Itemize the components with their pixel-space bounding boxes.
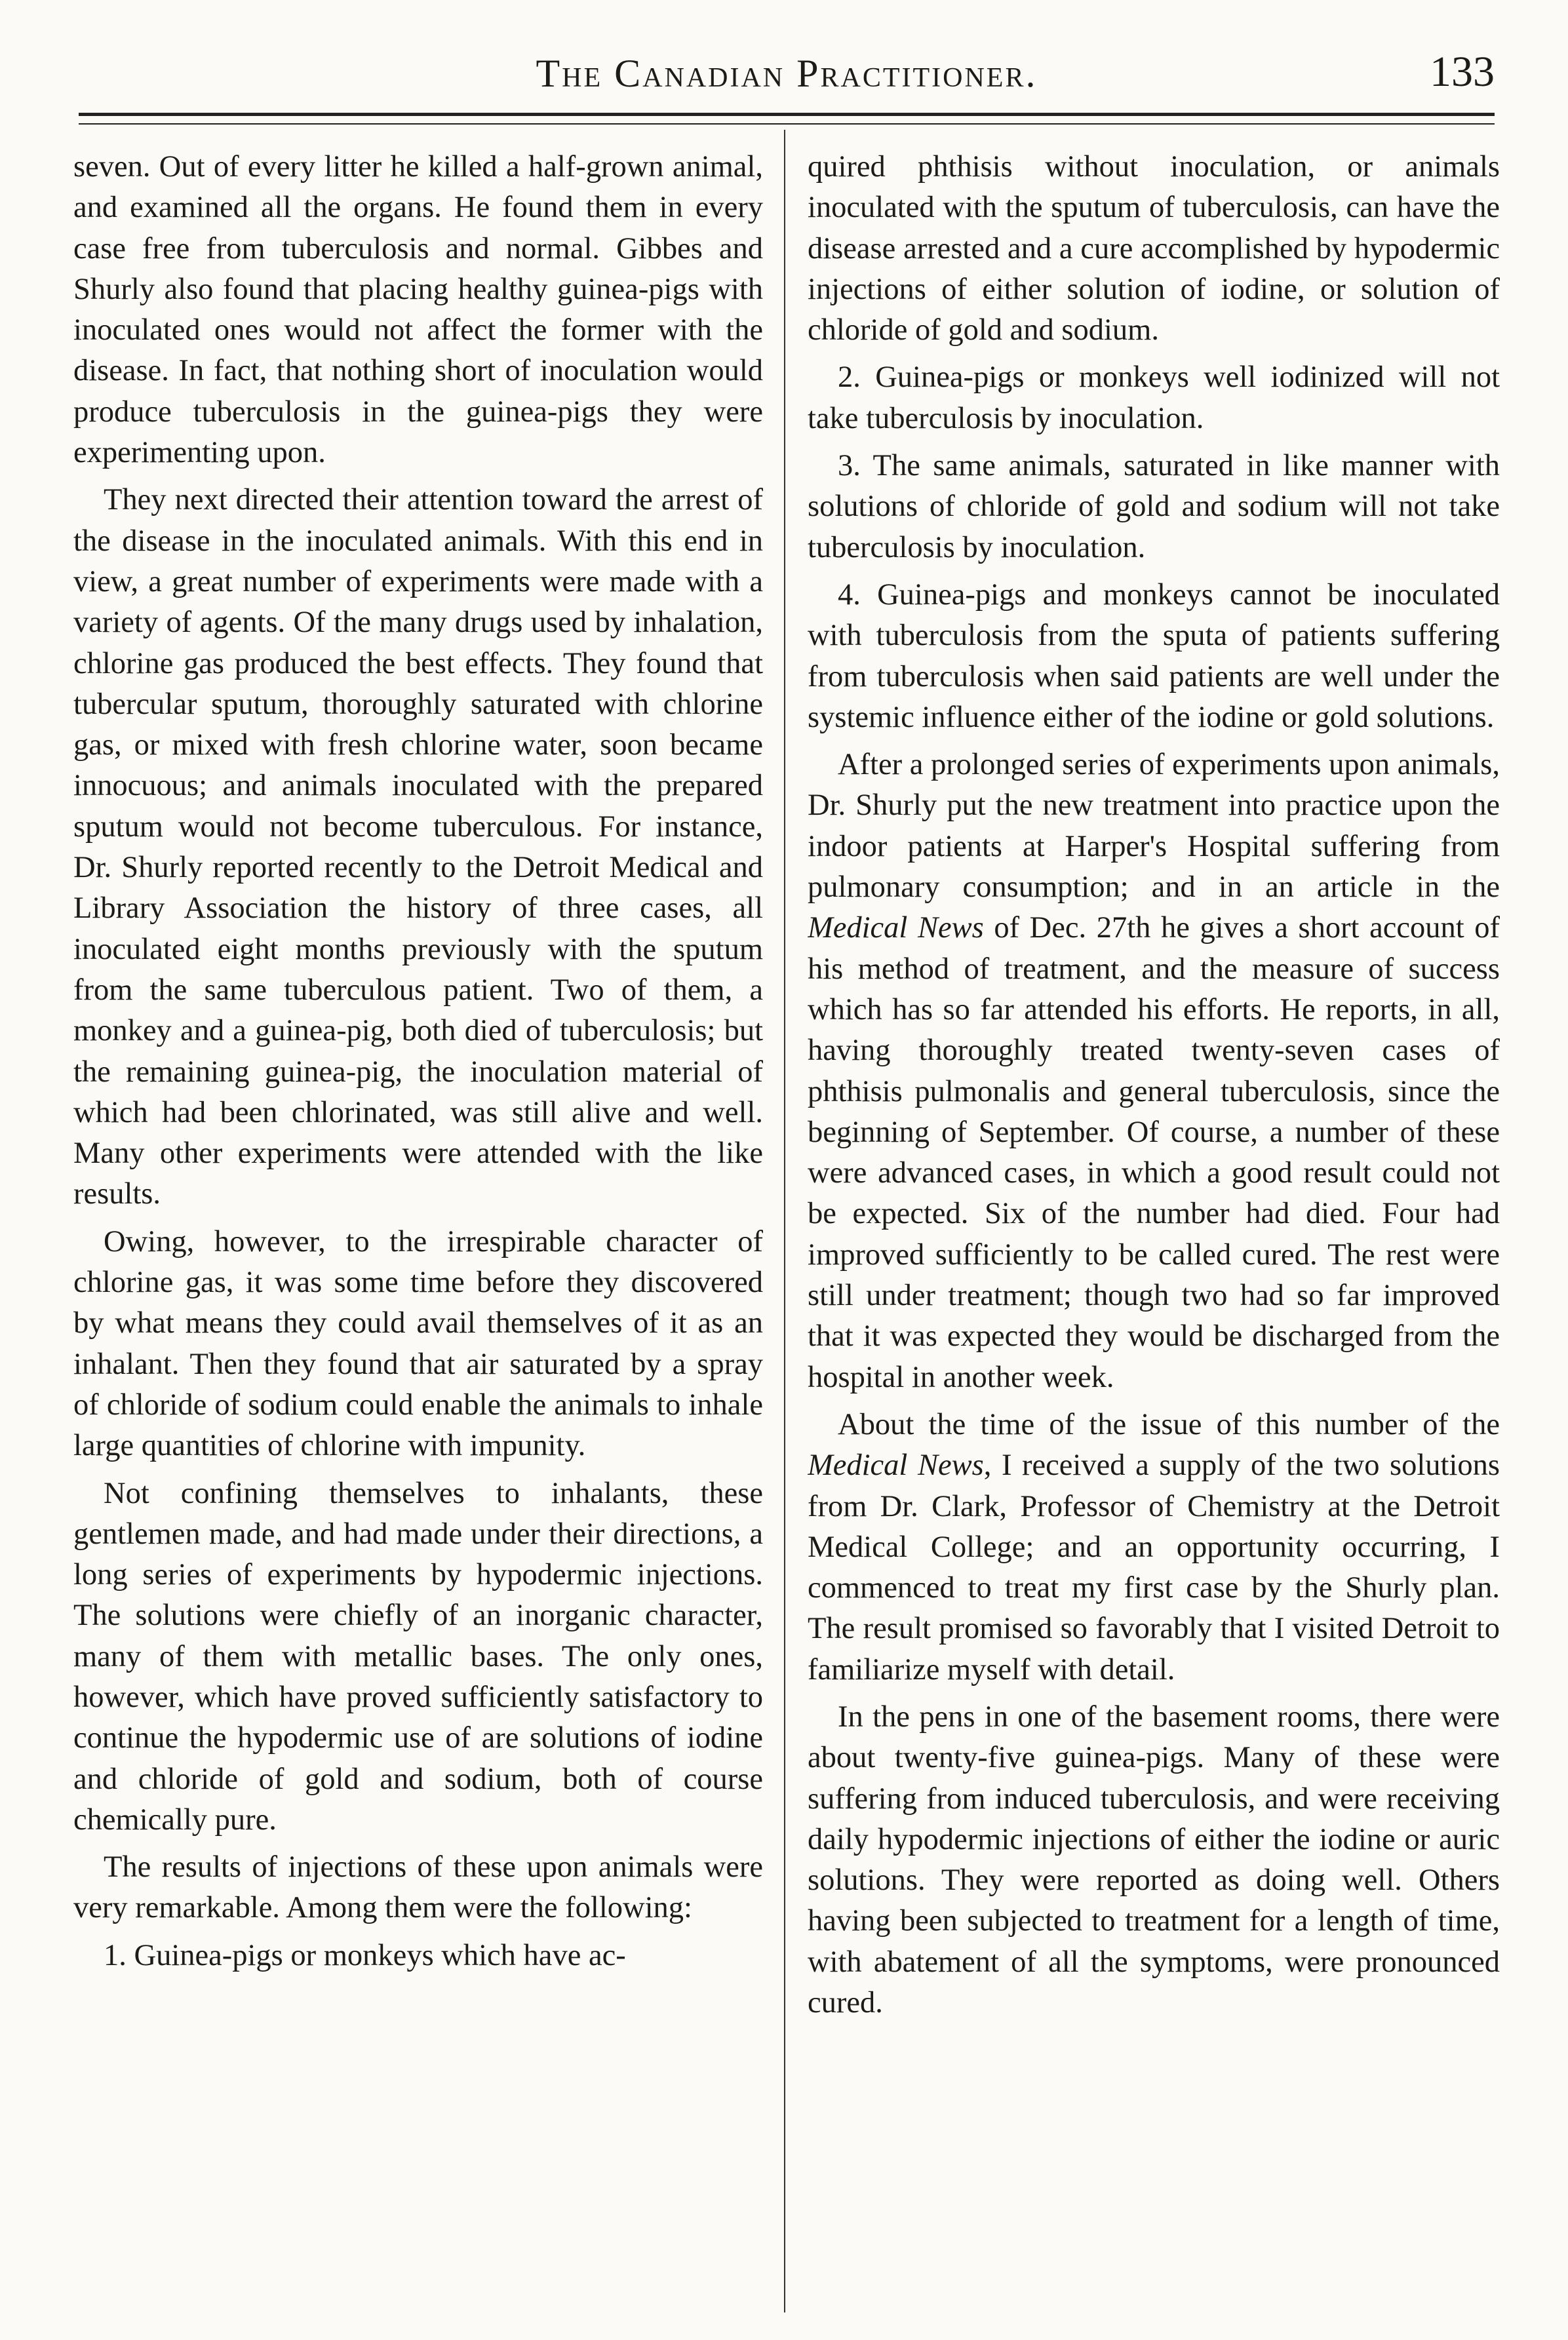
paragraph	[808, 1405, 1500, 1690]
paragraph-text: Six of the number had died. Four had improved sufficiently to be called cured. The rest were still under treatment; though two had so far improved that it was expected they would be discharged from the hospital in another week.	[808, 1197, 1500, 1394]
paragraph-text: , I received a supply of the two solutions from Dr. Clark, Professor of Chemistry at the Detroit Medical College; and an opportunity occurring, I commenced to treat my first case by the Shurly plan. The result promised so favorably that I visited Detroit to familiarize myself with detail.	[808, 1449, 1500, 1687]
header-rule-thick	[79, 113, 1495, 116]
journal-title: Medical News	[808, 911, 984, 945]
paragraph: They next directed their attention toward the arrest of the disease in the inoculated animals. With this end in view, a great number of experiments were made with a variety of agents. Of the many drugs used by inhalation, chlorine gas produced the best effects. They found that tubercular sputum, thoroughly saturated with chlorine gas, or mixed with fresh chlorine water, soon became innocuous; and animals inoculated with the prepared sputum would not become tuberculous. For instance, Dr. Shurly reported recently to the Detroit Medical and Library Association the history of three cases, all inoculated eight months previously with the sputum from the same tuberculous patient. Two of them, a monkey and a guinea-pig, both died of tuberculosis; but the remaining guinea-pig, the inoculation material of which had been chlorinated, was still alive and well. Many other experiments were attended with the like results.	[73, 483, 763, 1211]
numbered-item-3: 3. The same animals, saturated in like manner with solutions of chloride of gold and sodium will not take tuberculosis by inoculation.	[808, 449, 1500, 564]
left-column	[73, 147, 763, 2323]
paragraph-continued: quired phthisis without inoculation, or animals inoculated with the sputum of tuberculosis, can have the disease arrested and a cure accomplished by hypodermic injections of either solution of iodine, or solution of chloride of gold and sodium.	[808, 150, 1500, 347]
paragraph	[808, 745, 1500, 1398]
right-column	[808, 147, 1500, 2323]
paragraph-continued: seven. Out of every litter he killed a half-grown animal, and examined all the organs. He found them in every case free from tuberculosis and normal. Gibbes and Shurly also found that placing healthy guinea-pigs with inoculated ones would not affect the former with the disease. In fact, that nothing short of inoculation would produce tuberculosis in the guinea-pigs they were experimenting upon.	[73, 150, 763, 470]
numbered-item-1: 1. Guinea-pigs or monkeys which have ac-	[104, 1938, 626, 1972]
paragraph: Not confining themselves to inhalants, these gentlemen made, and had made under their directions, a long series of experiments by hypodermic injections. The solutions were chiefly of an inorganic character, many of them with metallic bases. The only ones, however, which have proved sufficiently satisfactory to continue the hypodermic use of are solutions of iodine and chloride of gold and sodium, both of course chemically pure.	[73, 1476, 763, 1837]
running-title: The Canadian Practitioner.	[536, 52, 1038, 95]
paragraph-text: of Dec. 27th he gives a short account of his method of treatment, and the measure of success which has so far attended his efforts. He reports, in all, having thoroughly treated twenty-seven cases of phthisis pulmonalis and general tuberculosis, since the beginning of September. Of course, a number of these were advanced cases, in which a good result could not be expected.	[808, 911, 1500, 1231]
paragraph-text: After a prolonged series of experiments upon animals, Dr. Shurly put the new treatment into practice upon the indoor patients at Harper's Hospital suffering from pulmonary consumption; and in an article in the	[808, 748, 1500, 905]
numbered-item-2: 2. Guinea-pigs or monkeys well iodinized will not take tuberculosis by inoculation.	[808, 361, 1500, 435]
running-header	[79, 47, 1495, 106]
paragraph-text: About the time of the issue of this number of the	[838, 1407, 1500, 1441]
paragraph: Owing, however, to the irrespirable character of chlorine gas, it was some time before they discovered by what means they could avail themselves of it as an inhalant. Then they found that air saturated by a spray of chloride of sodium could enable the animals to inhale large quantities of chlorine with impunity.	[73, 1224, 763, 1463]
numbered-item-4: 4. Guinea-pigs and monkeys cannot be inoculated with tuberculosis from the sputa of patients suffering from tuberculosis when said patients are well under the systemic influence either of the iodine or gold solutions.	[808, 577, 1500, 734]
journal-title: Medical News	[808, 1449, 984, 1483]
paragraph: In the pens in one of the basement rooms, there were about twenty-five guinea-pigs. Many of these were suffering from induced tuberculosis, and were receiving daily hypodermic injections of either the iodine or auric solutions. They were reported as doing well. Others having been subjected to treatment for a length of time, with abatement of all the symptoms, were pronounced cured.	[808, 1700, 1500, 2020]
header-rule-thin	[79, 123, 1495, 125]
page-number: 133	[1430, 48, 1495, 96]
paragraph: The results of injections of these upon animals were very remarkable. Among them were the following:	[73, 1850, 763, 1925]
column-divider	[784, 130, 785, 2312]
